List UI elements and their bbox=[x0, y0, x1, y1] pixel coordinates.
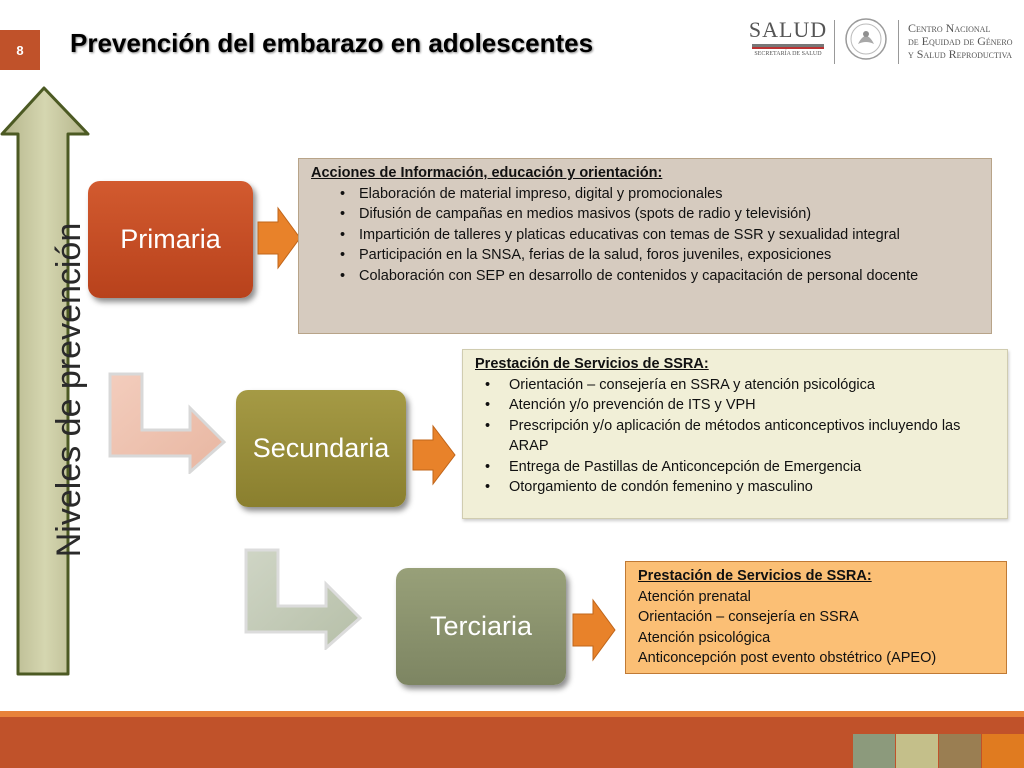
level-terciaria bbox=[396, 568, 566, 685]
arrow-right-terciaria-icon bbox=[571, 598, 617, 662]
slide-number: 8 bbox=[0, 30, 40, 70]
list-item: • Prescripción y/o aplicación de métodos anticonceptivos incluyendo las ARAP bbox=[475, 416, 997, 457]
national-seal-icon bbox=[844, 14, 888, 64]
level-primaria bbox=[88, 181, 253, 298]
footer-swatch-4 bbox=[982, 734, 1024, 768]
centro-logo-line3: y Salud Reproductiva bbox=[908, 47, 1013, 61]
axis-label-niveles: Niveles de prevención bbox=[50, 222, 88, 558]
primaria-actions-box bbox=[298, 158, 992, 334]
salud-logo-sub-text: SECRETARÍA DE SALUD bbox=[754, 51, 822, 57]
list-item: • Participación en la SNSA, ferias de la salud, foros juveniles, exposiciones bbox=[311, 245, 981, 266]
list-item: Anticoncepción post evento obstétrico (APEO) bbox=[638, 650, 937, 666]
arrow-right-primaria-icon bbox=[256, 206, 302, 270]
level-primaria-label: Primaria bbox=[120, 224, 221, 254]
level-secundaria bbox=[236, 390, 406, 507]
centro-nacional-logo bbox=[908, 22, 1013, 61]
salud-logo-main-text: SALUD bbox=[748, 17, 828, 42]
centro-logo-line2: de Equidad de Género bbox=[908, 34, 1013, 48]
list-item: • Elaboración de material impreso, digital y promocionales bbox=[311, 184, 981, 205]
secundaria-services-box bbox=[462, 349, 1008, 519]
centro-logo-line1: Centro Nacional bbox=[908, 21, 991, 35]
list-item: • Colaboración con SEP en desarrollo de contenidos y capacitación de personal docente bbox=[311, 266, 981, 287]
primaria-actions-list bbox=[311, 184, 981, 287]
list-item: • Atención y/o prevención de ITS y VPH bbox=[475, 395, 997, 416]
list-item: • Entrega de Pastillas de Anticoncepción de Emergencia bbox=[475, 457, 997, 478]
terciaria-services-box bbox=[625, 561, 1007, 674]
footer-swatch-3 bbox=[939, 734, 981, 768]
primaria-box-heading: Acciones de Información, educación y orientación: bbox=[311, 165, 663, 181]
secundaria-box-heading: Prestación de Servicios de SSRA: bbox=[475, 356, 709, 372]
list-item: Atención psicológica bbox=[638, 629, 771, 646]
arrow-right-secundaria-icon bbox=[411, 424, 457, 486]
bent-arrow-terciaria-icon bbox=[242, 548, 364, 650]
footer-swatch-2 bbox=[896, 734, 938, 768]
list-item: • Difusión de campañas en medios masivos (spots de radio y televisión) bbox=[311, 204, 981, 225]
bent-arrow-secundaria-icon bbox=[106, 372, 228, 474]
list-item: • Orientación – consejería en SSRA y atención psicológica bbox=[475, 375, 997, 396]
list-item: Orientación – consejería en SSRA bbox=[638, 609, 859, 625]
list-item: • Otorgamiento de condón femenino y masculino bbox=[475, 477, 997, 498]
logo-divider bbox=[834, 20, 835, 64]
secundaria-services-list bbox=[475, 375, 997, 498]
terciaria-box-heading: Prestación de Servicios de SSRA: bbox=[638, 568, 872, 584]
salud-logo bbox=[748, 18, 828, 64]
logo-divider-2 bbox=[898, 20, 899, 64]
slide-title: Prevención del embarazo en adolescentes bbox=[70, 28, 594, 58]
level-terciaria-label: Terciaria bbox=[429, 611, 533, 641]
footer-swatch-1 bbox=[853, 734, 895, 768]
level-secundaria-label: Secundaria bbox=[252, 433, 390, 463]
list-item: • Impartición de talleres y platicas educativas con temas de SSR y sexualidad integral bbox=[311, 225, 981, 246]
list-item: Atención prenatal bbox=[638, 588, 751, 605]
